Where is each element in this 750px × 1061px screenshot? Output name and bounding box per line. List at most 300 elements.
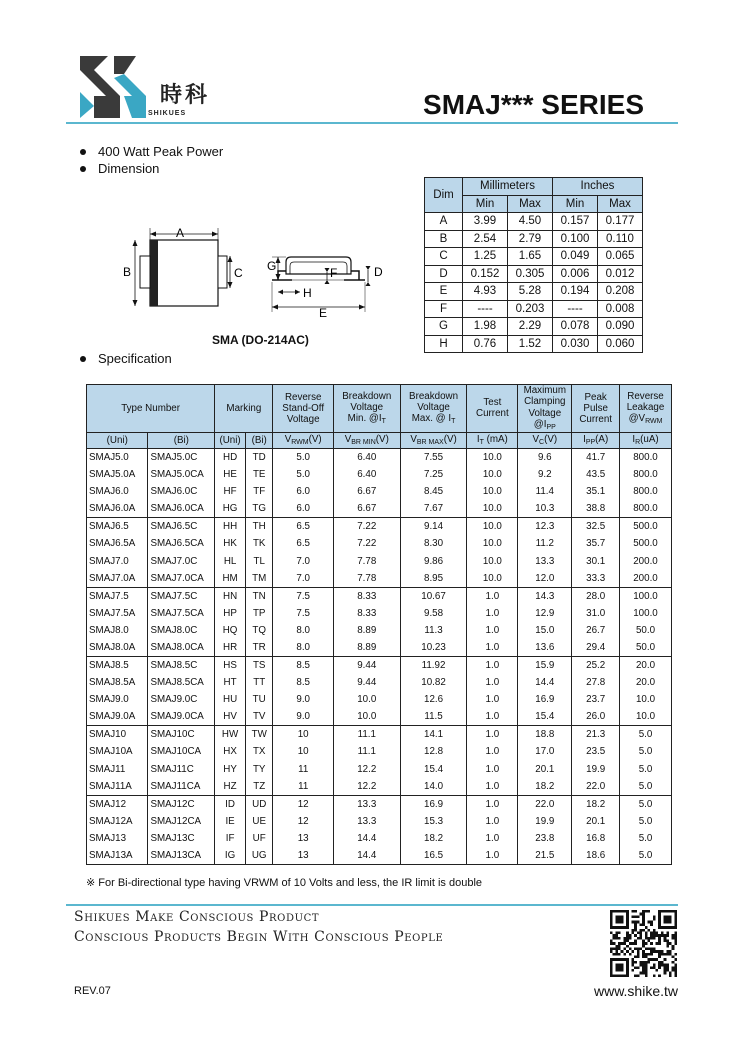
unit-vc	[518, 432, 572, 448]
spec-cell: SMAJ8.0	[87, 622, 148, 639]
header-line: Pulse	[583, 402, 608, 414]
header-line: Min. @I	[347, 413, 382, 425]
dim-cell-value: ----	[553, 300, 598, 318]
spec-cell: 12	[273, 813, 333, 830]
dim-cell-value: 0.065	[598, 248, 643, 266]
spec-cell: SMAJ7.5CA	[148, 604, 215, 621]
spec-cell: SMAJ5.0A	[87, 466, 148, 483]
spec-cell: 5.0	[620, 761, 672, 778]
unit-symbol: I	[632, 433, 636, 445]
spec-cell: SMAJ5.0	[87, 448, 148, 465]
unit-sub: C	[539, 438, 545, 446]
unit-sub: BR MAX	[416, 438, 444, 446]
spec-cell: SMAJ8.5A	[87, 674, 148, 691]
table-row	[87, 604, 672, 621]
table-row	[87, 535, 672, 552]
spec-cell: 10.0	[467, 466, 518, 483]
spec-cell: 200.0	[620, 570, 672, 587]
spec-cell: 11.2	[518, 535, 572, 552]
spec-cell: 1.0	[467, 813, 518, 830]
spec-cell: 11.4	[518, 483, 572, 500]
spec-cell: SMAJ6.5C	[148, 518, 215, 535]
table-row	[87, 656, 672, 673]
dim-cell-label: A	[425, 213, 463, 231]
dim-cell-value: 4.93	[463, 283, 508, 301]
dim-row	[425, 335, 643, 353]
spec-cell: 17.0	[518, 743, 572, 760]
spec-cell: 8.95	[400, 570, 467, 587]
spec-cell: 18.8	[518, 726, 572, 743]
spec-cell: 15.4	[518, 709, 572, 726]
inch-min-header: Min	[553, 195, 598, 213]
spec-cell: SMAJ6.5A	[87, 535, 148, 552]
spec-cell: 26.0	[572, 709, 620, 726]
series-title: SMAJ*** SERIES	[423, 89, 644, 120]
table-row	[87, 552, 672, 569]
spec-cell: TT	[245, 674, 273, 691]
header-line: Clamping	[524, 396, 566, 408]
spec-cell: HL	[215, 552, 246, 569]
spec-cell: 18.2	[518, 778, 572, 795]
table-row	[87, 709, 672, 726]
spec-cell: ID	[215, 795, 246, 812]
spec-cell: HK	[215, 535, 246, 552]
spec-cell: 8.33	[333, 587, 400, 604]
dim-cell-value: 0.078	[553, 318, 598, 336]
spec-cell: IG	[215, 847, 246, 864]
spec-cell: 12.3	[518, 518, 572, 535]
spec-cell: SMAJ7.5	[87, 587, 148, 604]
spec-cell: 13	[273, 830, 333, 847]
spec-cell: 5.0	[620, 830, 672, 847]
spec-cell: HS	[215, 656, 246, 673]
spec-cell: 20.1	[572, 813, 620, 830]
spec-cell: 5.0	[620, 726, 672, 743]
header-sub: T	[381, 418, 386, 426]
spec-cell: 11	[273, 761, 333, 778]
spec-cell: 16.8	[572, 830, 620, 847]
bullet-dot	[80, 166, 86, 172]
dim-cell-value: 0.194	[553, 283, 598, 301]
header-line: Reverse	[627, 390, 664, 402]
spec-cell: 5.0	[620, 743, 672, 760]
spec-cell: UG	[245, 847, 273, 864]
header-line: Stand-Off	[282, 402, 325, 414]
spec-cell: 13.3	[333, 813, 400, 830]
spec-cell: 14.0	[400, 778, 467, 795]
spec-cell: SMAJ9.0CA	[148, 709, 215, 726]
spec-cell: 9.0	[273, 691, 333, 708]
spec-cell: 21.5	[518, 847, 572, 864]
spec-cell: 22.0	[572, 778, 620, 795]
dimension-table-body	[425, 213, 643, 353]
spec-cell: 11.5	[400, 709, 467, 726]
spec-cell: SMAJ13C	[148, 830, 215, 847]
dim-cell-label: F	[425, 300, 463, 318]
unit-sub: BR MIN	[351, 438, 376, 446]
spec-cell: TE	[245, 466, 273, 483]
spec-cell: 1.0	[467, 743, 518, 760]
dimension-table	[424, 177, 643, 353]
spec-cell: 32.5	[572, 518, 620, 535]
spec-cell: 800.0	[620, 448, 672, 465]
spec-cell: HN	[215, 587, 246, 604]
unit-symbol: V	[284, 433, 292, 445]
spec-cell: 18.2	[400, 830, 467, 847]
spec-cell: 9.0	[273, 709, 333, 726]
table-row	[87, 691, 672, 708]
spec-cell: SMAJ10C	[148, 726, 215, 743]
brand-cn-name: 時科	[160, 83, 211, 108]
dim-cell-value: 0.030	[553, 335, 598, 353]
spec-cell: 12.6	[400, 691, 467, 708]
spec-cell: 19.9	[572, 761, 620, 778]
dim-cell-value: 5.28	[508, 283, 553, 301]
spec-cell: 7.5	[273, 587, 333, 604]
spec-cell: 200.0	[620, 552, 672, 569]
bullet-power	[80, 144, 223, 159]
spec-cell: 23.7	[572, 691, 620, 708]
spec-cell: 41.7	[572, 448, 620, 465]
spec-cell: 8.89	[333, 639, 400, 656]
spec-cell: 10.0	[620, 691, 672, 708]
spec-cell: TM	[245, 570, 273, 587]
spec-cell: 10.67	[400, 587, 467, 604]
dim-cell-value: ----	[463, 300, 508, 318]
spec-cell: 7.78	[333, 570, 400, 587]
spec-cell: SMAJ7.0C	[148, 552, 215, 569]
spec-cell: 12	[273, 795, 333, 812]
header-line: Voltage	[528, 407, 562, 419]
table-row	[87, 847, 672, 864]
table-row	[87, 830, 672, 847]
dim-cell-value: 0.049	[553, 248, 598, 266]
spec-cell: 30.1	[572, 552, 620, 569]
unit-text: (V)	[375, 433, 389, 445]
table-row	[87, 778, 672, 795]
unit-symbol: V	[344, 433, 352, 445]
spec-cell: 10	[273, 743, 333, 760]
spec-cell: 10.0	[467, 448, 518, 465]
spec-cell: TY	[245, 761, 273, 778]
spec-cell: SMAJ6.0A	[87, 500, 148, 517]
header-line: Current	[476, 408, 509, 420]
spec-cell: 8.0	[273, 622, 333, 639]
spec-cell: SMAJ13A	[87, 847, 148, 864]
spec-cell: 8.45	[400, 483, 467, 500]
spec-cell: 10.82	[400, 674, 467, 691]
inch-header: Inches	[553, 178, 643, 196]
unit-sub: PP	[585, 438, 596, 446]
table-row	[87, 761, 672, 778]
spec-cell: 14.4	[518, 674, 572, 691]
bullet-dot	[80, 149, 86, 155]
dim-cell-label: B	[425, 230, 463, 248]
spec-cell: 6.67	[333, 483, 400, 500]
brand-en-name: SHIKUES	[148, 110, 187, 117]
header-line: Max. @ I	[411, 413, 452, 425]
spec-cell: 13	[273, 847, 333, 864]
breakdown-min-header	[333, 385, 400, 433]
spec-cell: 10.0	[333, 709, 400, 726]
spec-cell: SMAJ8.5C	[148, 656, 215, 673]
spec-cell: 15.4	[400, 761, 467, 778]
spec-cell: SMAJ5.0CA	[148, 466, 215, 483]
unit-vbr-max	[400, 432, 467, 448]
header-line: Leakage	[626, 401, 665, 413]
uni-header: (Uni)	[87, 432, 148, 448]
spec-cell: 18.2	[572, 795, 620, 812]
spec-cell: 1.0	[467, 691, 518, 708]
spec-cell: 18.6	[572, 847, 620, 864]
unit-sub: T	[479, 438, 484, 446]
header-sub: T	[451, 418, 456, 426]
unit-text: (V)	[443, 433, 457, 445]
spec-cell: SMAJ6.0C	[148, 483, 215, 500]
dim-row	[425, 248, 643, 266]
spec-cell: 7.22	[333, 535, 400, 552]
spec-cell: 28.0	[572, 587, 620, 604]
spec-cell: 14.4	[333, 830, 400, 847]
header-line: Breakdown	[409, 390, 459, 402]
bullet-specification	[80, 351, 172, 366]
spec-cell: 9.86	[400, 552, 467, 569]
spec-cell: 10	[273, 726, 333, 743]
table-row	[87, 500, 672, 517]
spec-cell: 23.8	[518, 830, 572, 847]
dim-row	[425, 318, 643, 336]
spec-cell: 11	[273, 778, 333, 795]
dim-cell-value: 2.29	[508, 318, 553, 336]
spec-cell: 8.0	[273, 639, 333, 656]
header-sub: RWM	[645, 418, 663, 426]
spec-cell: 14.4	[333, 847, 400, 864]
unit-text: (V)	[308, 433, 322, 445]
dim-label-a: A	[176, 226, 185, 240]
spec-cell: 13.3	[333, 795, 400, 812]
spec-cell: 800.0	[620, 483, 672, 500]
spec-cell: HG	[215, 500, 246, 517]
spec-cell: 22.0	[518, 795, 572, 812]
spec-cell: HT	[215, 674, 246, 691]
spec-cell: SMAJ7.5C	[148, 587, 215, 604]
spec-cell: TW	[245, 726, 273, 743]
spec-cell: TZ	[245, 778, 273, 795]
spec-cell: 9.44	[333, 656, 400, 673]
dim-cell-label: E	[425, 283, 463, 301]
slogan-line-2: Conscious Products Begin With Conscious People	[74, 929, 444, 945]
header-line: Reverse	[284, 391, 322, 403]
spec-cell: 6.67	[333, 500, 400, 517]
slogan-line-1: Shikues Make Conscious Product	[74, 909, 320, 925]
spec-cell: 1.0	[467, 604, 518, 621]
spec-cell: SMAJ8.5	[87, 656, 148, 673]
spec-cell: SMAJ7.0A	[87, 570, 148, 587]
dim-row	[425, 300, 643, 318]
dim-cell-value: 1.65	[508, 248, 553, 266]
spec-cell: 11.1	[333, 743, 400, 760]
dim-cell-value: 0.208	[598, 283, 643, 301]
dim-label-h: H	[303, 286, 312, 300]
spec-cell: 31.0	[572, 604, 620, 621]
spec-cell: 1.0	[467, 587, 518, 604]
dim-label-e: E	[319, 306, 328, 320]
spec-cell: 25.2	[572, 656, 620, 673]
spec-cell: 9.44	[333, 674, 400, 691]
mm-header: Millimeters	[463, 178, 553, 196]
dim-cell-value: 0.177	[598, 213, 643, 231]
spec-cell: HX	[215, 743, 246, 760]
spec-cell: 15.3	[400, 813, 467, 830]
spec-cell: HD	[215, 448, 246, 465]
spec-cell: 7.55	[400, 448, 467, 465]
spec-cell: 8.89	[333, 622, 400, 639]
spec-cell: 11.92	[400, 656, 467, 673]
spec-cell: 6.0	[273, 483, 333, 500]
spec-cell: 500.0	[620, 535, 672, 552]
spec-cell: SMAJ6.5	[87, 518, 148, 535]
dim-cell-value: 0.76	[463, 335, 508, 353]
inch-max-header: Max	[598, 195, 643, 213]
spec-cell: 5.0	[273, 466, 333, 483]
table-row	[87, 483, 672, 500]
spec-cell: TL	[245, 552, 273, 569]
dim-cell-value: 0.152	[463, 265, 508, 283]
dim-cell-label: D	[425, 265, 463, 283]
dim-label-c: C	[234, 266, 243, 280]
unit-it	[467, 432, 518, 448]
spec-cell: 800.0	[620, 466, 672, 483]
spec-cell: TK	[245, 535, 273, 552]
header-line: Voltage	[350, 401, 384, 413]
spec-cell: 20.0	[620, 674, 672, 691]
unit-text: (V)	[544, 433, 558, 445]
spec-cell: SMAJ11	[87, 761, 148, 778]
spec-cell: 8.33	[333, 604, 400, 621]
header-line: Test	[483, 397, 502, 409]
spec-cell: SMAJ5.0C	[148, 448, 215, 465]
table-row	[87, 726, 672, 743]
spec-cell: SMAJ13	[87, 830, 148, 847]
spec-cell: 15.0	[518, 622, 572, 639]
header-line: Voltage	[417, 401, 450, 413]
spec-cell: TR	[245, 639, 273, 656]
spec-cell: 10.0	[467, 535, 518, 552]
bullet-dimension	[80, 161, 159, 176]
dim-cell-value: 2.79	[508, 230, 553, 248]
spec-cell: SMAJ11C	[148, 761, 215, 778]
spec-cell: 12.2	[333, 761, 400, 778]
spec-cell: 10.0	[333, 691, 400, 708]
reverse-leakage-header	[620, 385, 672, 433]
spec-cell: SMAJ10CA	[148, 743, 215, 760]
unit-sub: RWM	[291, 438, 309, 446]
dim-row	[425, 283, 643, 301]
table-row	[87, 518, 672, 535]
spec-cell: HH	[215, 518, 246, 535]
spec-cell: 1.0	[467, 709, 518, 726]
spec-cell: TG	[245, 500, 273, 517]
spec-cell: 1.0	[467, 726, 518, 743]
table-row	[87, 639, 672, 656]
spec-cell: SMAJ8.0C	[148, 622, 215, 639]
table-row	[87, 466, 672, 483]
spec-cell: TN	[245, 587, 273, 604]
spec-cell: SMAJ8.5CA	[148, 674, 215, 691]
spec-cell: 11.1	[333, 726, 400, 743]
spec-cell: 7.0	[273, 570, 333, 587]
spec-cell: SMAJ13CA	[148, 847, 215, 864]
marking-uni-header: (Uni)	[215, 432, 246, 448]
mm-min-header: Min	[463, 195, 508, 213]
spec-cell: TU	[245, 691, 273, 708]
spec-cell: SMAJ9.0	[87, 691, 148, 708]
dim-cell-value: 4.50	[508, 213, 553, 231]
spec-cell: 12.9	[518, 604, 572, 621]
spec-cell: 100.0	[620, 604, 672, 621]
specification-table	[86, 384, 672, 865]
table-row	[87, 674, 672, 691]
header-line: Breakdown	[342, 390, 392, 402]
spec-cell: 1.0	[467, 847, 518, 864]
unit-ipp	[572, 432, 620, 448]
spec-cell: SMAJ8.0A	[87, 639, 148, 656]
spec-cell: SMAJ12CA	[148, 813, 215, 830]
dim-row	[425, 265, 643, 283]
spec-cell: SMAJ11CA	[148, 778, 215, 795]
package-diagram	[120, 222, 410, 322]
spec-cell: 5.0	[273, 448, 333, 465]
spec-cell: 12.0	[518, 570, 572, 587]
unit-vbr-min	[333, 432, 400, 448]
reverse-standoff-header	[273, 385, 333, 433]
spec-cell: 6.5	[273, 535, 333, 552]
dim-cell-value: 2.54	[463, 230, 508, 248]
spec-cell: SMAJ6.0CA	[148, 500, 215, 517]
spec-cell: SMAJ9.0C	[148, 691, 215, 708]
spec-cell: 29.4	[572, 639, 620, 656]
dim-cell-value: 0.090	[598, 318, 643, 336]
top-view	[123, 226, 243, 306]
spec-cell: SMAJ9.0A	[87, 709, 148, 726]
marking-bi-header: (Bi)	[245, 432, 273, 448]
dim-cell-value: 0.203	[508, 300, 553, 318]
specification-table-body	[87, 448, 672, 864]
footer-divider	[66, 904, 678, 906]
spec-cell: 10.0	[467, 483, 518, 500]
qr-code	[610, 910, 677, 977]
table-row	[87, 587, 672, 604]
unit-symbol: I	[476, 433, 480, 445]
spec-cell: 1.0	[467, 830, 518, 847]
spec-cell: 7.78	[333, 552, 400, 569]
spec-cell: TS	[245, 656, 273, 673]
spec-cell: SMAJ10	[87, 726, 148, 743]
spec-cell: HM	[215, 570, 246, 587]
spec-cell: SMAJ12	[87, 795, 148, 812]
dim-cell-value: 0.006	[553, 265, 598, 283]
spec-cell: 16.9	[518, 691, 572, 708]
spec-cell: 43.5	[572, 466, 620, 483]
dim-cell-value: 1.52	[508, 335, 553, 353]
spec-cell: 6.40	[333, 448, 400, 465]
spec-cell: 9.6	[518, 448, 572, 465]
spec-cell: 50.0	[620, 622, 672, 639]
spec-cell: 26.7	[572, 622, 620, 639]
dim-cell-value: 0.012	[598, 265, 643, 283]
spec-cell: 20.1	[518, 761, 572, 778]
spec-cell: 5.0	[620, 847, 672, 864]
